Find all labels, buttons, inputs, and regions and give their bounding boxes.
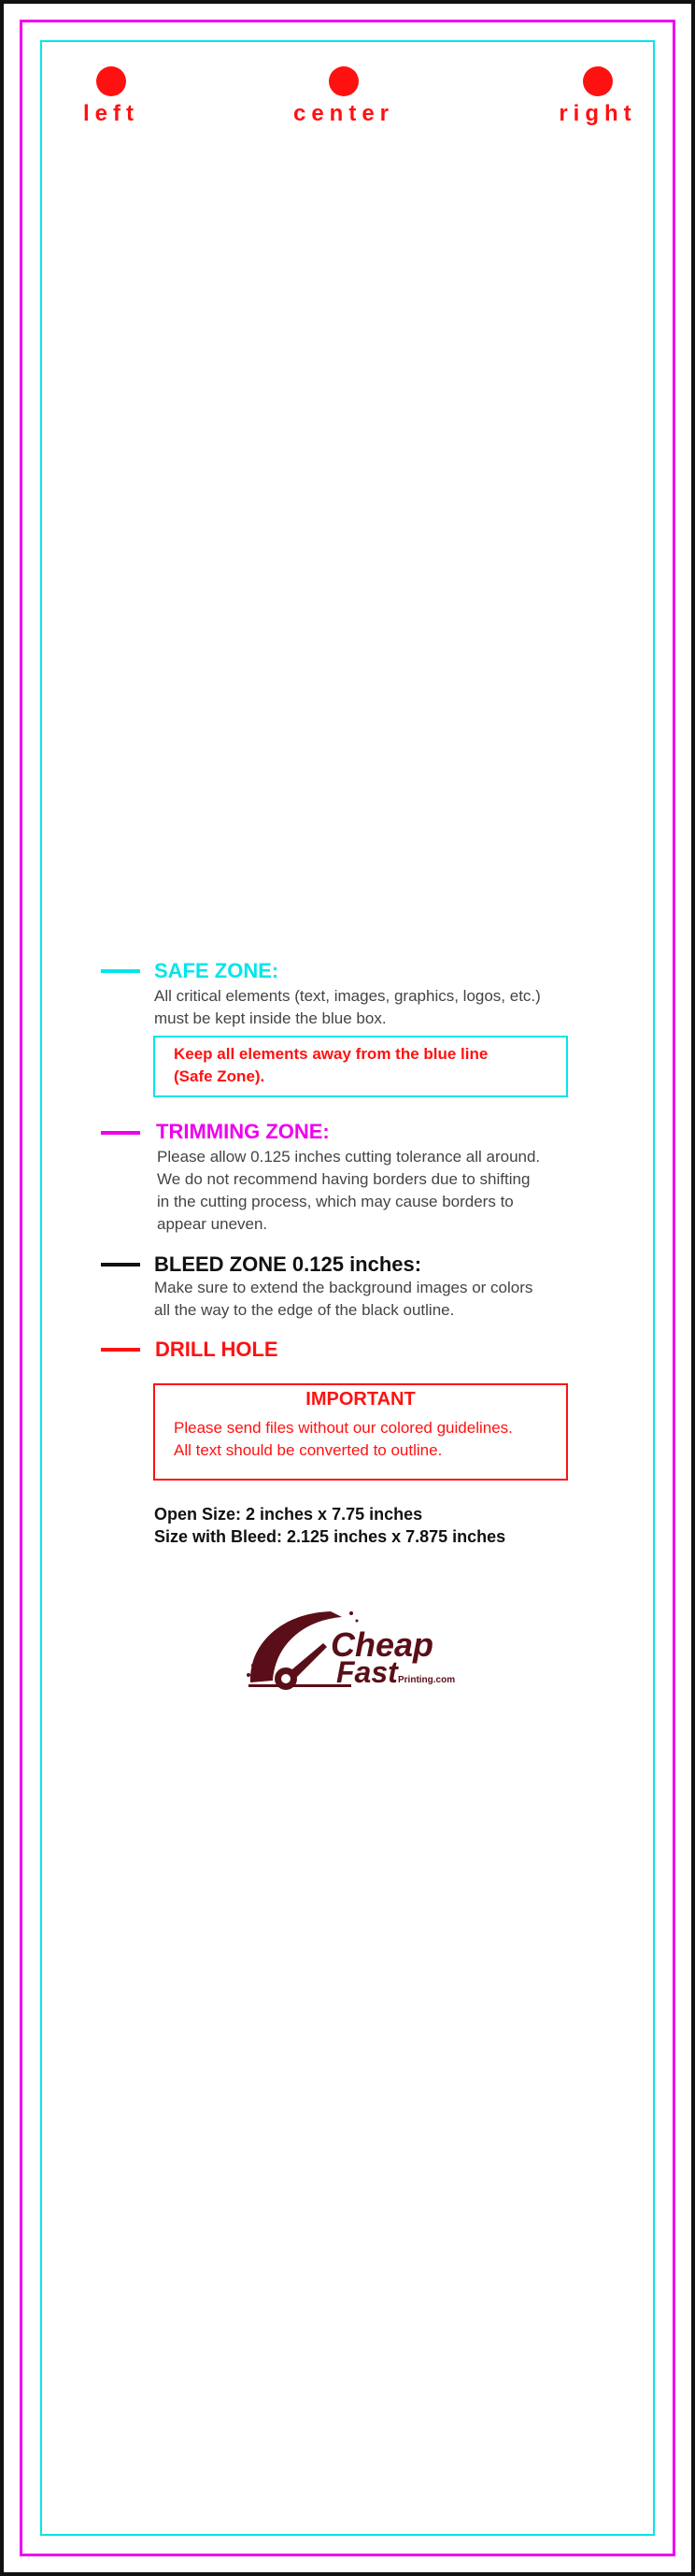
- safe-zone-line: must be kept inside the blue box.: [154, 1009, 387, 1027]
- bleed-zone-text: [154, 1277, 532, 1322]
- safe-zone-text: [154, 985, 541, 1030]
- drill-hole-center: [329, 66, 359, 96]
- drill-hole-title: DRILL HOLE: [155, 1338, 278, 1361]
- trimming-zone-line: in the cutting process, which may cause borders to: [157, 1193, 514, 1210]
- drill-hole-right: [583, 66, 613, 96]
- trimming-zone-text: [157, 1146, 540, 1236]
- drill-hole-right-label: right: [559, 101, 637, 126]
- important-line: All text should be converted to outline.: [174, 1441, 443, 1459]
- important-title: IMPORTANT: [305, 1389, 416, 1410]
- drill-hole-left: [96, 66, 126, 96]
- trimming-zone-line: Please allow 0.125 inches cutting tolerance all around.: [157, 1148, 541, 1166]
- drill-hole-swatch: [101, 1348, 140, 1352]
- open-size-text: Open Size: 2 inches x 7.75 inches: [154, 1505, 423, 1524]
- safe-zone-swatch: [101, 969, 140, 973]
- trimming-zone-line: We do not recommend having borders due to shifting: [157, 1170, 531, 1188]
- safe-zone-warning-line: (Safe Zone).: [174, 1067, 265, 1085]
- safe-zone-warning-line: Keep all elements away from the blue line: [174, 1045, 489, 1063]
- logo-word-fast: Fast: [336, 1655, 398, 1689]
- bleed-zone-line: Make sure to extend the background images or colors: [154, 1279, 533, 1296]
- trimming-zone-title: TRIMMING ZONE:: [156, 1120, 330, 1143]
- logo-word-cheap: Cheap: [331, 1625, 434, 1664]
- logo-suffix: Printing.com: [398, 1675, 456, 1685]
- drill-hole-left-label: left: [83, 101, 139, 126]
- bleed-zone-line: all the way to the edge of the black outline.: [154, 1301, 455, 1319]
- trimming-zone-swatch: [101, 1131, 140, 1135]
- safe-zone-warning-box: [153, 1036, 568, 1097]
- bleed-zone-title: BLEED ZONE 0.125 inches:: [154, 1252, 422, 1276]
- bleed-size-text: Size with Bleed: 2.125 inches x 7.875 inches: [154, 1527, 506, 1546]
- drill-hole-center-label: center: [292, 101, 395, 126]
- important-text: [174, 1417, 513, 1462]
- important-line: Please send files without our colored guidelines.: [174, 1419, 513, 1437]
- trimming-zone-line: appear uneven.: [157, 1215, 268, 1233]
- safe-zone-title: SAFE ZONE:: [154, 959, 279, 982]
- safe-zone-line: All critical elements (text, images, graphics, logos, etc.): [154, 987, 541, 1005]
- bleed-zone-swatch: [101, 1263, 140, 1267]
- cheap-fast-printing-logo: [241, 1600, 465, 1694]
- important-box: [153, 1383, 568, 1481]
